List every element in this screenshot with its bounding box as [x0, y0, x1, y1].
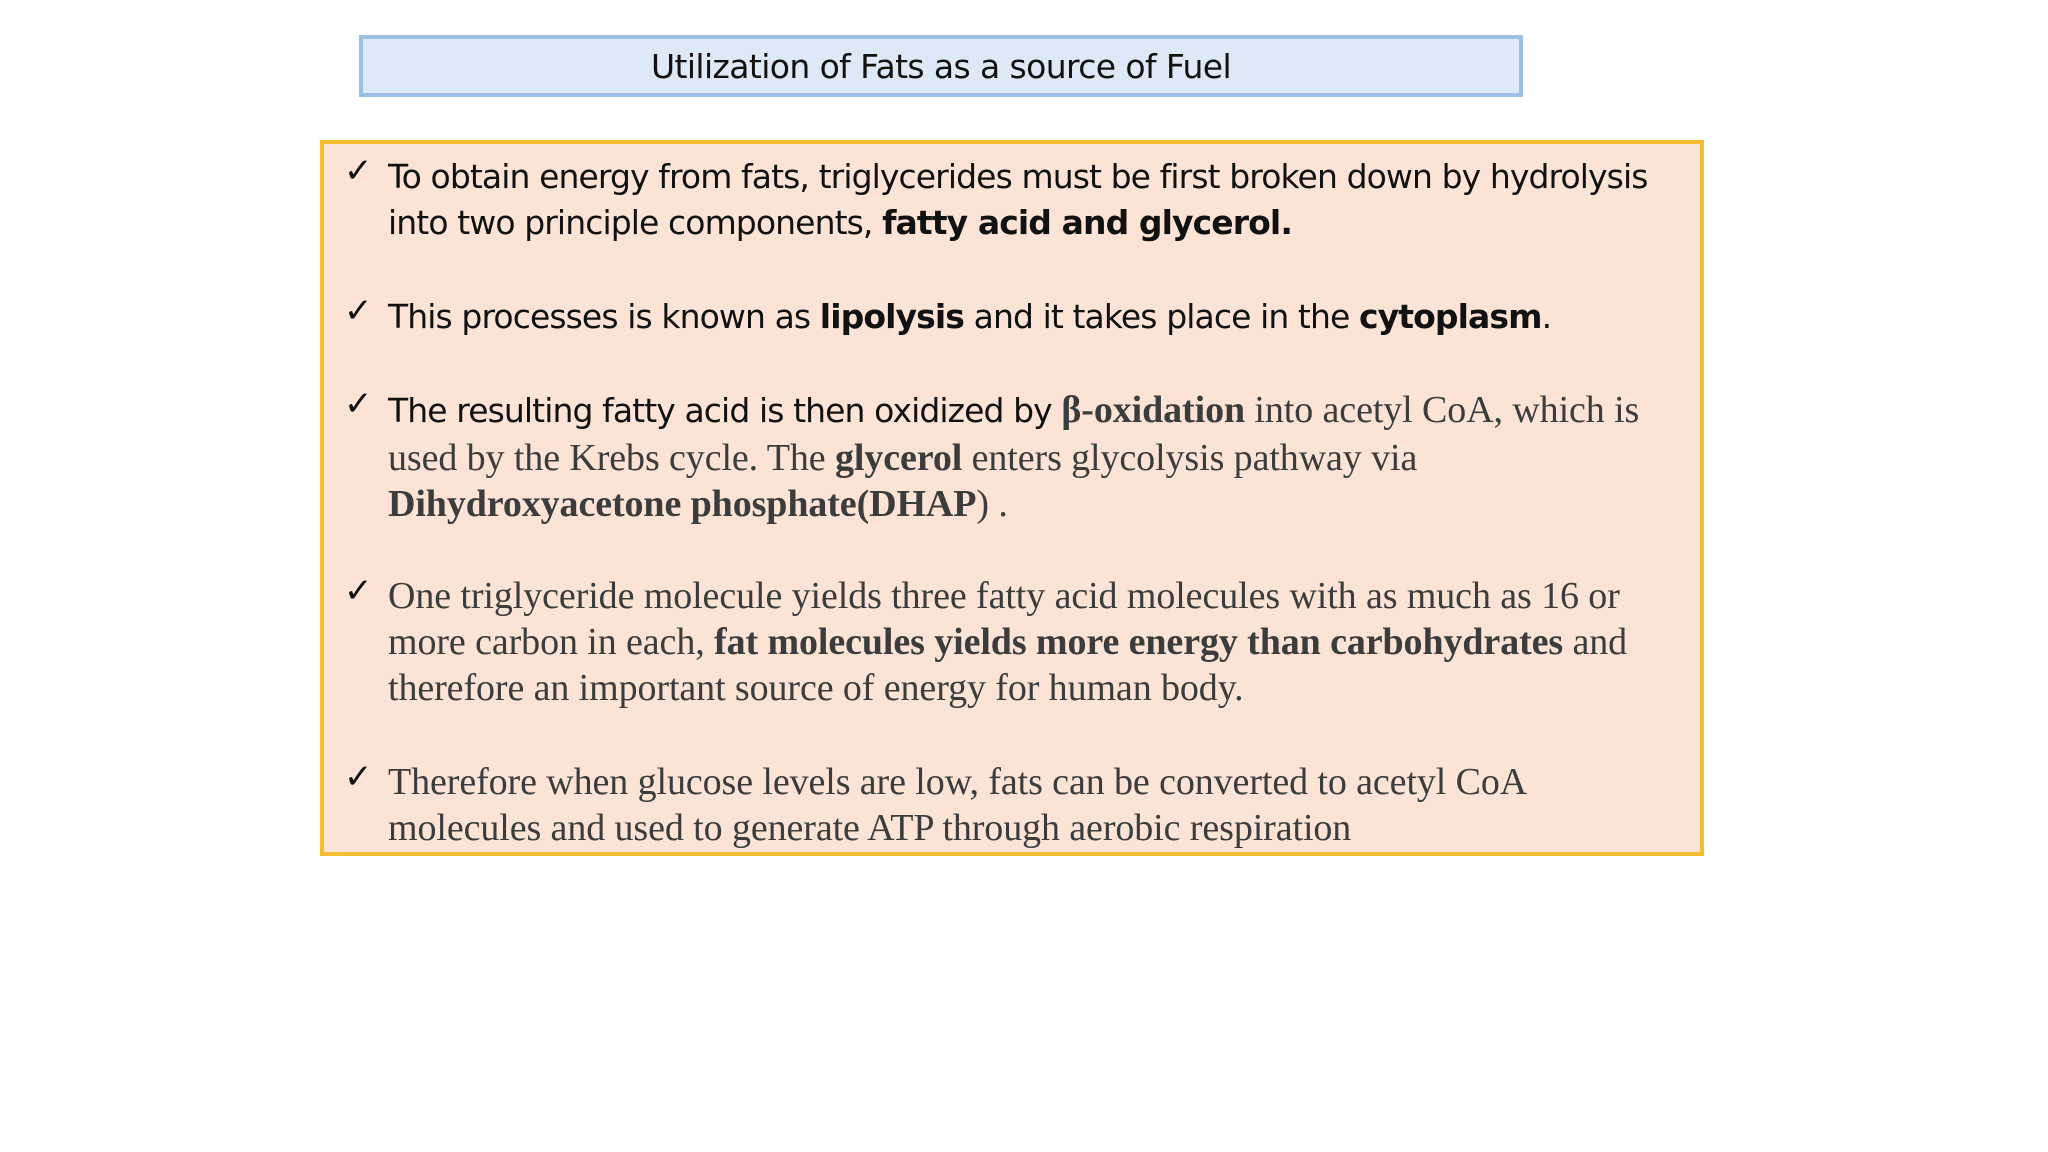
emphasis-fat-energy: fat molecules yields more energy than carbohydrates [714, 621, 1564, 663]
bullet-point-4 [388, 573, 1684, 711]
content-box [320, 140, 1704, 856]
bullet-point-2-line-1: This processes is known as lipolysis and it takes place in the cytoplasm. [388, 297, 1552, 336]
bullet-point-3-line-3: Dihydroxyacetone phosphate(DHAP) . [388, 483, 1008, 525]
checkmark-icon: ✓ [344, 291, 373, 331]
checkmark-icon: ✓ [344, 757, 373, 797]
emphasis-beta-oxidation: β-oxidation [1061, 389, 1246, 431]
emphasis-dhap: Dihydroxyacetone phosphate(DHAP [388, 483, 977, 525]
bullet-point-4-line-3: therefore an important source of energy for human body. [388, 667, 1244, 709]
bullet-point-5 [388, 759, 1684, 851]
emphasis-cytoplasm: cytoplasm [1358, 297, 1542, 336]
checkmark-icon: ✓ [344, 571, 373, 611]
bullet-point-3-line-2: used by the Krebs cycle. The glycerol enters glycolysis pathway via [388, 437, 1418, 479]
slide-title: Utilization of Fats as a source of Fuel [650, 46, 1232, 86]
bullet-point-5-line-1: Therefore when glucose levels are low, fats can be converted to acetyl CoA [388, 761, 1528, 803]
slide-title-box [359, 35, 1523, 97]
bullet-point-1-line-1: To obtain energy from fats, triglycerides must be first broken down by hydrolysis [388, 157, 1648, 196]
bullet-point-4-line-1: One triglyceride molecule yields three fatty acid molecules with as much as 16 or [388, 575, 1620, 617]
emphasis-glycerol: glycerol [834, 437, 963, 479]
bullet-point-4-line-2: more carbon in each, fat molecules yields more energy than carbohydrates and [388, 621, 1628, 663]
bullet-point-2 [388, 294, 1684, 340]
emphasis-fatty-acid-glycerol: fatty acid and glycerol. [882, 203, 1292, 242]
bullet-point-1-line-2: into two principle components, fatty acid and glycerol. [388, 203, 1292, 242]
checkmark-icon: ✓ [344, 151, 373, 191]
checkmark-icon: ✓ [344, 384, 373, 424]
bullet-point-1 [388, 154, 1684, 246]
bullet-point-5-line-2: molecules and used to generate ATP through aerobic respiration [388, 807, 1352, 849]
bullet-point-3 [388, 387, 1684, 527]
bullet-point-3-line-1: The resulting fatty acid is then oxidized by β-oxidation into acetyl CoA, which is [388, 389, 1640, 431]
emphasis-lipolysis: lipolysis [819, 297, 965, 336]
